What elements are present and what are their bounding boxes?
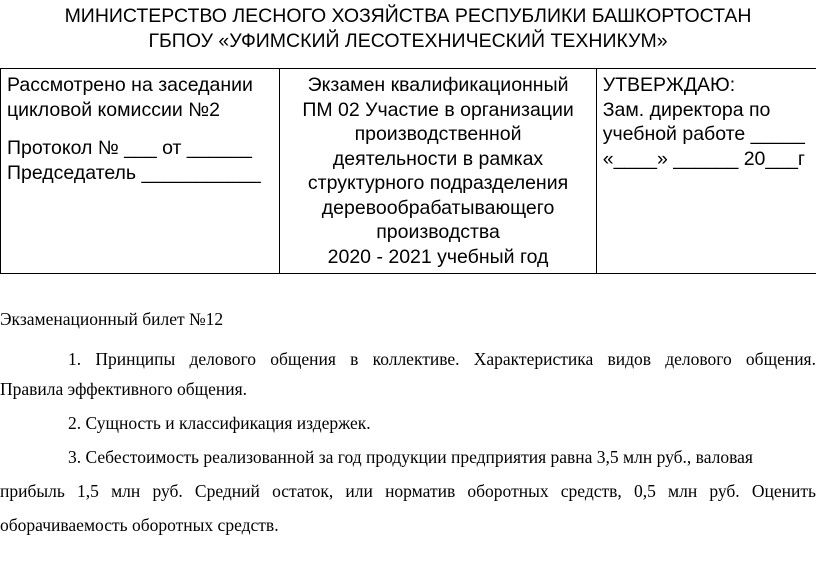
ministry-title: МИНИСТЕРСТВО ЛЕСНОГО ХОЗЯЙСТВА РЕСПУБЛИКИ БАШКОРТОСТАН <box>64 5 752 27</box>
ticket-title: Экзаменационный билет №12 <box>0 309 224 329</box>
question-1-line-2: Правила эффективного общения. <box>0 379 247 399</box>
approve-line-3: учебной работе _____ <box>602 123 805 145</box>
question-3-line-2: прибыль 1,5 млн руб. Средний остаток, или норматив оборотных средств, 0,5 млн руб. Оценить <box>0 481 816 501</box>
review-line-1: Рассмотрено на заседании <box>7 74 253 96</box>
question-2: 2. Сущность и классификация издержек. <box>68 413 371 433</box>
review-cell <box>1 69 280 274</box>
question-1-line-1: 1. Принципы делового общения в коллективе. Характеристика видов делового общения. <box>68 349 816 369</box>
question-3-line-1: 3. Себестоимость реализованной за год продукции предприятия равна 3,5 млн руб., валовая <box>68 447 753 467</box>
review-line-2: цикловой комиссии №2 <box>7 98 220 121</box>
approval-table <box>0 68 816 274</box>
chairman-line: Председатель ___________ <box>7 161 261 184</box>
exam-line-5: структурного подразделения <box>307 172 569 194</box>
exam-line-3: производственной <box>354 123 522 145</box>
exam-line-7: производства <box>376 221 500 243</box>
approve-line-2: Зам. директора по <box>602 98 771 121</box>
approve-date-line: «____» ______ 20___г <box>602 147 806 170</box>
exam-line-1: Экзамен квалификационный <box>307 74 569 96</box>
academic-year: 2020 - 2021 учебный год <box>327 245 549 268</box>
college-title: ГБПОУ «УФИМСКИЙ ЛЕСОТЕХНИЧЕСКИЙ ТЕХНИКУМ» <box>148 30 668 52</box>
exam-line-4: деятельности в рамках <box>332 147 544 170</box>
ticket-questions <box>0 342 816 542</box>
approve-cell <box>596 69 816 274</box>
exam-line-6: деревообрабатывающего <box>321 196 555 219</box>
exam-line-2: ПМ 02 Участие в организации <box>302 98 574 121</box>
approve-heading: УТВЕРЖДАЮ: <box>602 74 736 96</box>
question-3-line-3: оборачиваемость оборотных средств. <box>0 515 279 535</box>
protocol-line: Протокол № ___ от ______ <box>7 137 252 159</box>
exam-cell <box>280 69 596 274</box>
